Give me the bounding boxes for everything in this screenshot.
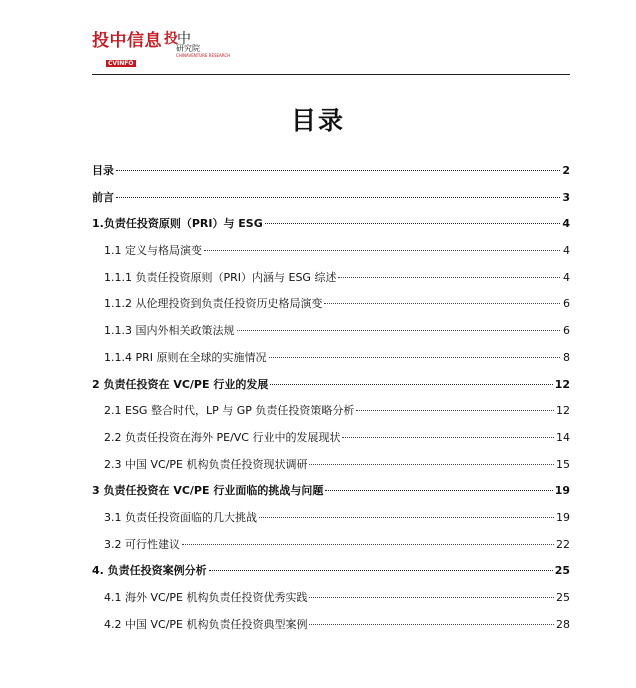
research-logo-char-1: 投 [164, 31, 178, 47]
header-divider [92, 74, 570, 75]
toc-entry-page-number: 25 [554, 564, 570, 578]
toc-dot-leader [116, 170, 560, 171]
toc-dot-leader [265, 223, 560, 224]
toc-dot-leader [356, 410, 554, 411]
toc-dot-leader [270, 384, 552, 385]
toc-dot-leader [259, 517, 554, 518]
toc-entry[interactable] [92, 505, 570, 532]
research-logo-char-2: 中 [177, 31, 191, 47]
research-institute-logo [164, 28, 231, 58]
toc-entry-label: 2.3 中国 VC/PE 机构负责任投资现状调研 [104, 457, 308, 471]
toc-entry[interactable] [92, 532, 570, 559]
toc-dot-leader [309, 597, 554, 598]
toc-entry[interactable] [92, 238, 570, 265]
toc-entry-label: 前言 [92, 190, 114, 204]
toc-dot-leader [209, 570, 553, 571]
toc-entry-page-number: 6 [563, 297, 570, 311]
toc-entry[interactable] [92, 452, 570, 479]
cvinfo-logo [92, 32, 162, 69]
toc-entry-label: 3.2 可行性建议 [104, 537, 180, 551]
toc-entry[interactable] [92, 478, 570, 505]
toc-entry-label: 4.2 中国 VC/PE 机构负责任投资典型案例 [104, 617, 308, 631]
toc-entry-page-number: 15 [556, 457, 570, 471]
toc-entry-page-number: 3 [562, 190, 570, 204]
toc-entry[interactable] [92, 211, 570, 238]
toc-entry-page-number: 2 [562, 164, 570, 177]
toc-entry[interactable] [92, 612, 570, 639]
toc-entry-label: 2.2 负责任投资在海外 PE/VC 行业中的发展现状 [104, 430, 341, 444]
toc-entry-label: 1.1.2 从伦理投资到负责任投资历史格局演变 [104, 297, 323, 311]
toc-entry-page-number: 4 [563, 270, 570, 284]
research-logo-label: 研究院 [176, 44, 200, 53]
toc-entry[interactable] [92, 558, 570, 585]
toc-entry-label: 1.1.4 PRI 原则在全球的实施情况 [104, 350, 267, 364]
toc-entry-page-number: 19 [554, 484, 570, 498]
toc-dot-leader [324, 303, 560, 304]
toc-entry-page-number: 19 [556, 510, 570, 524]
page-header [92, 28, 570, 76]
toc-entry-label: 2.1 ESG 整合时代，LP 与 GP 负责任投资策略分析 [104, 404, 355, 418]
toc-dot-leader [182, 544, 554, 545]
toc-entry-label: 1.负责任投资原则（PRI）与 ESG [92, 217, 263, 231]
toc-entry-page-number: 4 [562, 217, 570, 231]
toc-entry[interactable] [92, 425, 570, 452]
toc-entry[interactable] [92, 265, 570, 292]
toc-entry-label: 4. 负责任投资案例分析 [92, 564, 207, 578]
toc-entry-label: 3 负责任投资在 VC/PE 行业面临的挑战与问题 [92, 484, 324, 498]
toc-entry-label: 2 负责任投资在 VC/PE 行业的发展 [92, 377, 269, 391]
cvinfo-logo-text: 投中信息 [92, 31, 162, 51]
toc-entry-label: 4.1 海外 VC/PE 机构负责任投资优秀实践 [104, 591, 308, 604]
toc-entry-label: 1.1.1 负责任投资原则（PRI）内涵与 ESG 综述 [104, 270, 337, 284]
toc-entry-label: 1.1 定义与格局演变 [104, 244, 202, 258]
toc-entry-page-number: 12 [556, 404, 570, 418]
toc-entry[interactable] [92, 291, 570, 318]
toc-dot-leader [116, 197, 560, 198]
toc-dot-leader [309, 624, 554, 625]
toc-entry-page-number: 6 [563, 324, 570, 338]
toc-entry-page-number: 22 [556, 537, 570, 551]
toc-entry-label: 1.1.3 国内外相关政策法规 [104, 324, 235, 338]
toc-entry[interactable] [92, 345, 570, 372]
toc-entry[interactable] [92, 585, 570, 612]
toc-entry[interactable] [92, 398, 570, 425]
toc-dot-leader [204, 250, 560, 251]
toc-entry-label: 目录 [92, 164, 114, 177]
toc-entry[interactable] [92, 318, 570, 345]
toc-entry-page-number: 25 [556, 591, 570, 604]
toc-dot-leader [237, 330, 561, 331]
toc-entry-page-number: 12 [554, 377, 570, 391]
toc-entry[interactable] [92, 158, 570, 185]
toc-entry-page-number: 8 [563, 350, 570, 364]
toc-entry-page-number: 4 [563, 244, 570, 258]
table-of-contents [92, 158, 570, 638]
toc-entry-page-number: 14 [556, 430, 570, 444]
toc-entry-label: 3.1 负责任投资面临的几大挑战 [104, 510, 257, 524]
toc-entry[interactable] [92, 185, 570, 212]
research-logo-caption: CHINAVENTURE RESEARCH [176, 53, 231, 58]
toc-dot-leader [342, 437, 554, 438]
toc-dot-leader [269, 357, 560, 358]
cvinfo-logo-subtext: CVINFO [108, 60, 134, 67]
toc-dot-leader [338, 277, 560, 278]
page-title: 目录 [290, 106, 345, 135]
toc-entry[interactable] [92, 372, 570, 399]
toc-dot-leader [325, 490, 552, 491]
toc-dot-leader [309, 464, 554, 465]
toc-entry-page-number: 28 [556, 617, 570, 631]
